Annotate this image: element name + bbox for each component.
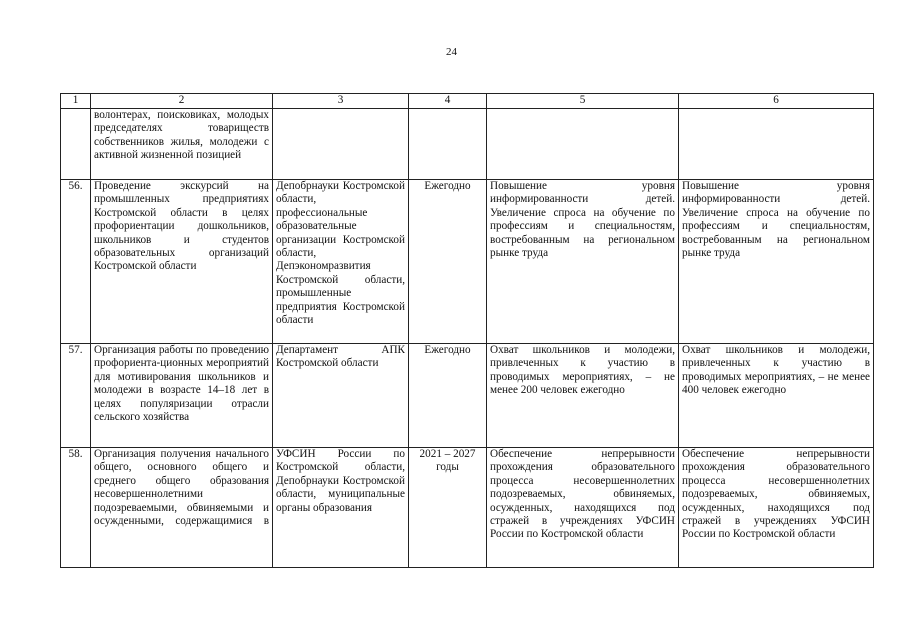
cell-num: 57.: [61, 344, 91, 448]
cell-result-2-text: Охват школьников и молодежи, привлеченных к участию в проводимых мероприятиях, – не менее 400 человек ежегодно: [682, 344, 870, 397]
col-header-5: 5: [487, 94, 679, 109]
cell-event-text: Организация работы по проведению профориента-ционных мероприятий для мотивирования школьников и молодежи в возрасте 14–18 лет в целях популяризации отрасли сельского хозяйства: [94, 344, 269, 424]
cell-event: [91, 109, 273, 180]
cell-result-1: [487, 180, 679, 344]
cell-event-text: волонтерах, поисковиках, молодых председателях товариществ собственников жилья, молодежи с активной жизненной позицией: [94, 109, 269, 162]
cell-result-2: [679, 344, 874, 448]
cell-executor: [273, 448, 409, 568]
cell-event: [91, 344, 273, 448]
cell-term: Ежегодно: [409, 180, 487, 344]
col-header-4: 4: [409, 94, 487, 109]
cell-result-2: [679, 109, 874, 180]
col-header-3: 3: [273, 94, 409, 109]
table-row-58: [61, 448, 874, 568]
cell-event: [91, 180, 273, 344]
cell-term: 2021 – 2027 годы: [409, 448, 487, 568]
cell-result-1: [487, 109, 679, 180]
cell-result-2-text: Обеспечение непрерывности прохождения образовательного процесса несовершеннолетних подозреваемых, обвиняемых, осужденных, находящихся под стражей в учреждениях УФСИН России по Костромской области: [682, 448, 870, 541]
table-row-57: [61, 344, 874, 448]
cell-executor-text: УФСИН России по Костромской области, Депобрнауки Костромской области, муниципальные органы образования: [276, 448, 405, 514]
table-row-56: [61, 180, 874, 344]
cell-executor-text: Депобрнауки Костромской области, профессиональные образовательные организации Костромской области, Депэкономразвития Костромской области, промышленные предприятия Костромской области: [276, 180, 405, 327]
col-header-2: 2: [91, 94, 273, 109]
cell-result-1: [487, 448, 679, 568]
cell-result-1-text: Охват школьников и молодежи, привлеченных к участию в проводимых мероприятиях, – не менее 200 человек ежегодно: [490, 344, 675, 397]
cell-num: [61, 109, 91, 180]
cell-executor-text: Департамент АПК Костромской области: [276, 344, 405, 370]
col-header-1: 1: [61, 94, 91, 109]
cell-event-text: Проведение экскурсий на промышленных предприятиях Костромской области в целях профориентации дошкольников, школьников и студентов образовательных организаций Костромской области: [94, 180, 269, 273]
cell-result-1-text: Обеспечение непрерывности прохождения образовательного процесса несовершеннолетних подозреваемых, обвиняемых, осужденных, находящихся под стражей в учреждениях УФСИН России по Костромской области: [490, 448, 675, 541]
cell-num: 56.: [61, 180, 91, 344]
cell-term: [409, 109, 487, 180]
cell-result-2: [679, 180, 874, 344]
cell-event: [91, 448, 273, 568]
header-row: [61, 94, 874, 109]
cell-term: Ежегодно: [409, 344, 487, 448]
cell-result-2-text: Повышение уровня информированности детей. Увеличение спроса на обучение по профессиям и специальностям, востребованным на региональном рынке труда: [682, 180, 870, 260]
cell-executor: [273, 180, 409, 344]
table-row-continuation: [61, 109, 874, 180]
cell-executor: [273, 109, 409, 180]
measures-table: [60, 93, 874, 568]
cell-result-1-text: Повышение уровня информированности детей. Увеличение спроса на обучение по профессиям и специальностям, востребованным на региональном рынке труда: [490, 180, 675, 260]
cell-num: 58.: [61, 448, 91, 568]
cell-result-2: [679, 448, 874, 568]
cell-executor: [273, 344, 409, 448]
col-header-6: 6: [679, 94, 874, 109]
cell-result-1: [487, 344, 679, 448]
cell-event-text: Организация получения начального общего, основного общего и среднего общего образования несовершеннолетними подозреваемыми, обвиняемыми и осужденными, содержащимися в: [94, 448, 269, 528]
page-number: 24: [446, 46, 457, 58]
